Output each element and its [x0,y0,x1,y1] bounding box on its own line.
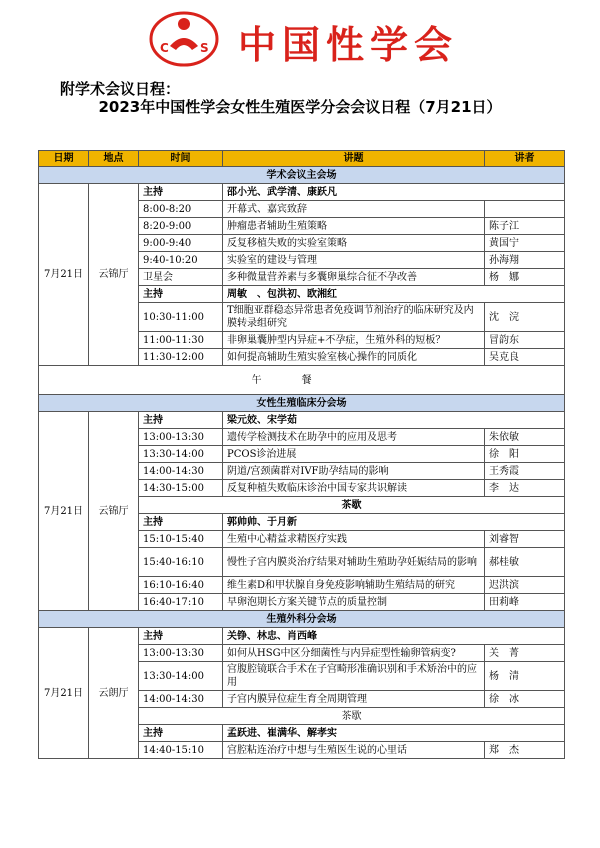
topic-cell: 如何提高辅助生殖实验室核心操作的同质化 [223,349,485,366]
time-cell: 13:00-13:30 [139,645,223,662]
time-cell: 14:00-14:30 [139,463,223,480]
speaker-cell: 关 菁 [485,645,565,662]
org-name: 中国性学会 [238,22,459,67]
time-cell: 14:30-15:00 [139,480,223,497]
date-cell: 7月21日 [39,184,89,366]
logo-letter-c: C [160,41,169,55]
attachment-label: 附学术会议日程： [60,80,181,98]
speaker-cell: 徐 冰 [485,691,565,708]
time-cell: 卫星会 [139,269,223,286]
topic-cell: 遗传学检测技术在助孕中的应用及思考 [223,429,485,446]
col-time: 时间 [139,151,223,167]
time-cell: 13:30-14:00 [139,662,223,691]
time-cell: 11:00-11:30 [139,332,223,349]
host-label: 主持 [139,725,223,742]
speaker-cell: 冒韵东 [485,332,565,349]
time-cell: 8:00-8:20 [139,201,223,218]
col-topic: 讲题 [223,151,485,167]
topic-cell: 非卵巢囊肿型内异症+不孕症，生殖外科的短板？ [223,332,485,349]
speaker-cell: 陈子江 [485,218,565,235]
venue-cell: 云朗厅 [89,628,139,759]
table-header-row [39,151,565,167]
venue-cell: 云锦厅 [89,412,139,611]
topic-cell: 如何从HSG中区分细菌性与内异症型性输卵管病变? [223,645,485,662]
host-label: 主持 [139,412,223,429]
section-header-row [39,611,565,628]
logo-letter-s: S [200,41,209,55]
topic-cell: 早卵泡期长方案关键节点的质量控制 [223,594,485,611]
date-cell: 7月21日 [39,412,89,611]
speaker-cell: 吴克良 [485,349,565,366]
time-cell: 10:30-11:00 [139,303,223,332]
topic-cell: 反复种植失败临床诊治中国专家共识解读 [223,480,485,497]
section-title: 学术会议主会场 [39,167,565,184]
topic-cell: 慢性子宫内膜炎治疗结果对辅助生殖助孕妊娠结局的影响 [223,548,485,577]
time-cell: 16:40-17:10 [139,594,223,611]
speaker-cell: 朱依敏 [485,429,565,446]
society-logo [148,10,220,68]
time-cell: 15:40-16:10 [139,548,223,577]
section-title: 生殖外科分会场 [39,611,565,628]
host-names: 周敏 、包洪初、欧湘红 [223,286,565,303]
lunch-row [39,366,565,395]
tea-break-label: 茶歇 [139,708,565,725]
lunch-label: 午餐 [39,366,565,395]
topic-cell: 实验室的建设与管理 [223,252,485,269]
topic-cell: 宫腹腔镜联合手术在子宫畸形准确识别和手术矫治中的应用 [223,662,485,691]
host-label: 主持 [139,628,223,645]
topic-cell: 阴道/宫颈菌群对IVF助孕结局的影响 [223,463,485,480]
time-cell: 9:40-10:20 [139,252,223,269]
speaker-cell: 黄国宁 [485,235,565,252]
time-cell: 14:40-15:10 [139,742,223,759]
time-cell: 15:10-15:40 [139,531,223,548]
time-cell: 8:20-9:00 [139,218,223,235]
speaker-cell: 迟洪滨 [485,577,565,594]
topic-cell: 子宫内膜异位症生育全周期管理 [223,691,485,708]
schedule-table [38,150,565,759]
speaker-cell: 杨 清 [485,662,565,691]
host-label: 主持 [139,286,223,303]
speaker-cell: 郝桂敏 [485,548,565,577]
tea-break-label: 茶歇 [139,497,565,514]
venue-cell: 云锦厅 [89,184,139,366]
time-cell: 9:00-9:40 [139,235,223,252]
host-label: 主持 [139,184,223,201]
speaker-cell [485,201,565,218]
speaker-cell: 杨 娜 [485,269,565,286]
topic-cell: 宫腔粘连治疗中想与生殖医生说的心里话 [223,742,485,759]
speaker-cell: 刘睿智 [485,531,565,548]
speaker-cell: 郑 杰 [485,742,565,759]
speaker-cell: 孙海翔 [485,252,565,269]
host-names: 郭帅帅、于月新 [223,514,565,531]
section-header-row [39,395,565,412]
time-cell: 11:30-12:00 [139,349,223,366]
speaker-cell: 沈 浣 [485,303,565,332]
topic-cell: 维生素D和甲状腺自身免疫影响辅助生殖结局的研究 [223,577,485,594]
time-cell: 13:30-14:00 [139,446,223,463]
document-title: 2023年中国性学会女性生殖医学分会会议日程（7月21日） [98,98,502,116]
topic-cell: 生殖中心精益求精医疗实践 [223,531,485,548]
speaker-cell: 徐 阳 [485,446,565,463]
speaker-cell: 田莉峰 [485,594,565,611]
topic-cell: 肿瘤患者辅助生殖策略 [223,218,485,235]
time-cell: 14:00-14:30 [139,691,223,708]
section-header-row [39,167,565,184]
time-cell: 16:10-16:40 [139,577,223,594]
host-row [39,412,565,429]
speaker-cell: 李 达 [485,480,565,497]
host-names: 邵小光、武学清、康跃凡 [223,184,565,201]
date-cell: 7月21日 [39,628,89,759]
host-label: 主持 [139,514,223,531]
topic-cell: 反复移植失败的实验室策略 [223,235,485,252]
topic-cell: 开幕式、嘉宾致辞 [223,201,485,218]
topic-cell: T细胞亚群稳态异常患者免疫调节剂治疗的临床研究及内膜转录组研究 [223,303,485,332]
col-date: 日期 [39,151,89,167]
col-speaker: 讲者 [485,151,565,167]
col-venue: 地点 [89,151,139,167]
host-names: 梁元姣、宋学茹 [223,412,565,429]
host-row [39,628,565,645]
topic-cell: 多种微量营养素与多囊卵巢综合征不孕改善 [223,269,485,286]
section-title: 女性生殖临床分会场 [39,395,565,412]
host-names: 孟跃进、崔满华、解孝实 [223,725,565,742]
host-names: 关铮、林忠、肖西峰 [223,628,565,645]
host-row [39,184,565,201]
time-cell: 13:00-13:30 [139,429,223,446]
speaker-cell: 王秀霞 [485,463,565,480]
topic-cell: PCOS诊治进展 [223,446,485,463]
